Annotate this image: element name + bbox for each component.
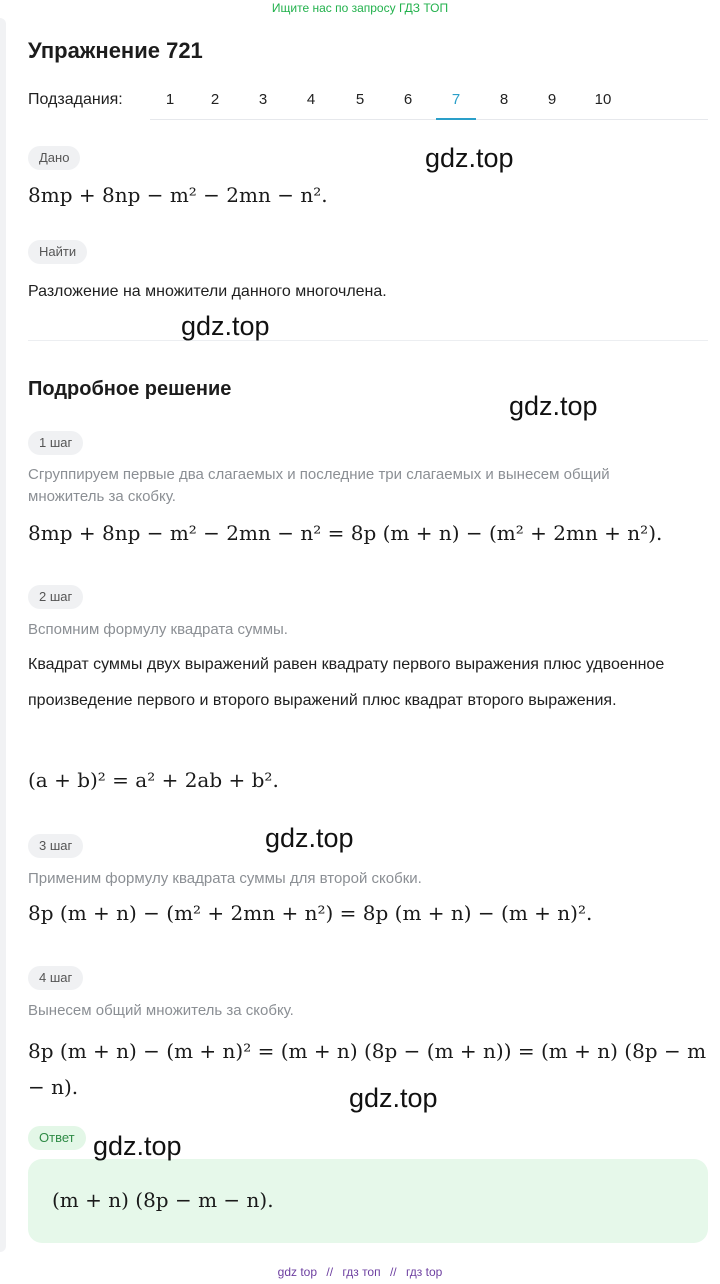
subtask-tab-5[interactable]: 5 xyxy=(355,91,365,108)
answer-expression: (m + n) (8p − m − n). xyxy=(52,1188,274,1212)
top-banner[interactable]: Ищите нас по запросу ГДЗ ТОП xyxy=(271,1,449,15)
given-expression: 8mp + 8np − m² − 2mn − n². xyxy=(28,183,328,207)
answer-box xyxy=(28,1159,708,1243)
subtask-tab-4[interactable]: 4 xyxy=(306,91,316,108)
footer-link-1[interactable]: gdz top xyxy=(277,1265,318,1279)
page-title: Упражнение 721 xyxy=(28,38,203,63)
watermark-1: gdz.top xyxy=(425,143,514,173)
answer-badge: Ответ xyxy=(28,1126,86,1150)
watermark-5: gdz.top xyxy=(349,1083,438,1113)
step-1-expression: 8mp + 8np − m² − 2mn − n² = 8p (m + n) − (m² + 2mn + n²). xyxy=(28,521,663,545)
watermark-6: gdz.top xyxy=(93,1131,182,1161)
step-1-note: Сгруппируем первые два слагаемых и последние три слагаемых и вынесем общий множитель за скобку. xyxy=(28,466,610,505)
footer-link-3[interactable]: гдз top xyxy=(405,1265,443,1279)
footer-separator: // xyxy=(389,1265,397,1279)
subtask-tab-2[interactable]: 2 xyxy=(210,91,220,108)
watermark-4: gdz.top xyxy=(265,823,354,853)
footer-link-2[interactable]: гдз топ xyxy=(342,1265,381,1279)
find-badge: Найти xyxy=(28,240,87,264)
step-4-badge: 4 шаг xyxy=(28,966,83,990)
step-4-note: Вынесем общий множитель за скобку. xyxy=(28,1002,294,1019)
step-4-expression: 8p (m + n) − (m + n)² = (m + n) (8p − (m + n)) = (m + n) (8p − m − n). xyxy=(28,1039,707,1099)
footer-links xyxy=(0,1265,720,1279)
subtask-tab-1[interactable]: 1 xyxy=(165,91,175,108)
step-1-badge: 1 шаг xyxy=(28,431,83,455)
step-2-text: Квадрат суммы двух выражений равен квадрату первого выражения плюс удвоенное произведение первого и второго выражений плюс квадрат второго выражения. xyxy=(28,656,665,709)
subtasks-nav xyxy=(28,90,708,140)
exercise-card xyxy=(6,18,720,1252)
footer-separator: // xyxy=(326,1265,334,1279)
find-text: Разложение на множители данного многочлена. xyxy=(28,283,387,300)
subtask-tab-3[interactable]: 3 xyxy=(258,91,268,108)
given-badge: Дано xyxy=(28,146,80,170)
step-2-expression: (a + b)² = a² + 2ab + b². xyxy=(28,768,279,792)
watermark-2: gdz.top xyxy=(181,311,270,341)
subtask-tab-7[interactable]: 7 xyxy=(436,90,476,120)
section-divider xyxy=(28,340,708,341)
solution-title: Подробное решение xyxy=(28,378,232,400)
watermark-3: gdz.top xyxy=(509,391,598,421)
step-3-expression: 8p (m + n) − (m² + 2mn + n²) = 8p (m + n) − (m + n)². xyxy=(28,901,593,925)
subtask-tab-9[interactable]: 9 xyxy=(547,91,557,108)
subtask-tab-10[interactable]: 10 xyxy=(594,91,612,108)
step-3-badge: 3 шаг xyxy=(28,834,83,858)
subtask-tab-6[interactable]: 6 xyxy=(403,91,413,108)
subtask-tab-8[interactable]: 8 xyxy=(499,91,509,108)
step-2-note: Вспомним формулу квадрата суммы. xyxy=(28,621,288,638)
step-3-note: Применим формулу квадрата суммы для второй скобки. xyxy=(28,870,422,887)
step-2-badge: 2 шаг xyxy=(28,585,83,609)
subtasks-label: Подзадания: xyxy=(28,91,123,108)
